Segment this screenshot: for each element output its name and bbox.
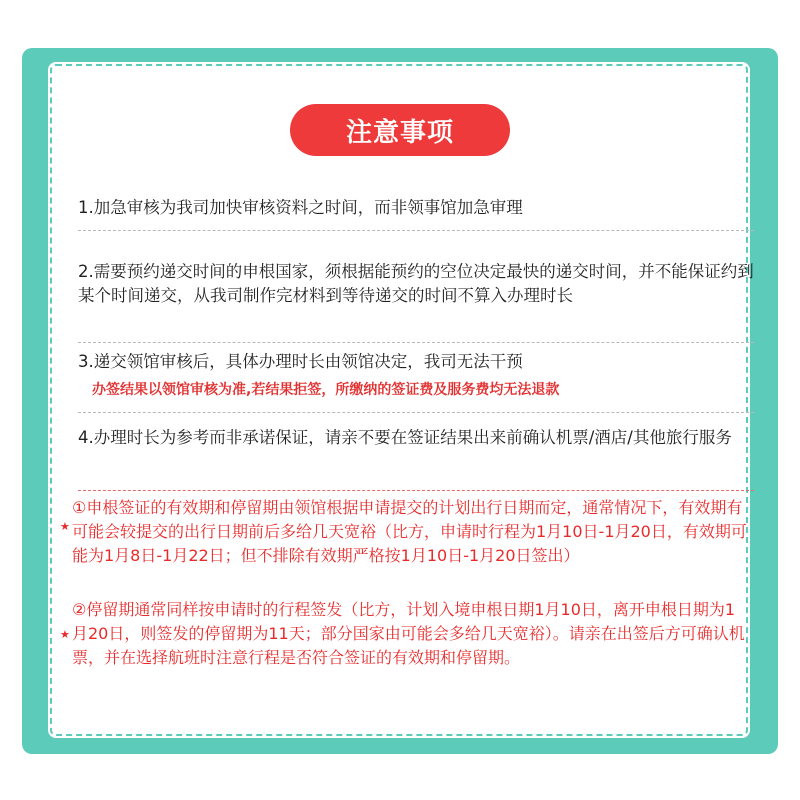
star-icon: ★ (60, 520, 70, 533)
notice-item-2: 2.需要预约递交时间的申根国家，须根据能预约的空位决定最快的递交时间，并不能保证约到某个时间递交，从我司制作完材料到等待递交的时间不算入办理时长 (78, 262, 754, 305)
notice-item-1: 1.加急审核为我司加快审核资料之时间，而非领事馆加急审理 (78, 198, 523, 217)
notice-item-3: 3.递交领馆审核后，具体办理时长由领馆决定，我司无法干预 (78, 352, 523, 371)
divider (78, 230, 754, 231)
divider (78, 490, 754, 491)
star-icon: ★ (60, 628, 70, 641)
divider (78, 412, 754, 413)
page-title: 注意事项 (290, 104, 510, 156)
notice-item-4: 4.办理时长为参考而非承诺保证，请亲不要在签证结果出来前确认机票/酒店/其他旅行服务 (78, 428, 732, 447)
divider (78, 342, 754, 343)
refund-warning: 办签结果以领馆审核为准,若结果拒签，所缴纳的签证费及服务费均无法退款 (92, 382, 560, 398)
validity-note-1: ①申根签证的有效期和停留期由领馆根据申请提交的计划出行日期而定，通常情况下，有效期有可能会较提交的出行日期前后多给几天宽裕（比方，申请时行程为1月10日-1月20日，有效期可能为1月8日-1月22日；但不排除有效期严格按1月10日-1月20日签出） (72, 498, 747, 565)
validity-note-2: ②停留期通常同样按申请时的行程签发（比方，计划入境申根日期1月10日，离开申根日期为1月20日，则签发的停留期为11天；部分国家由可能会多给几天宽裕）。请亲在出签后方可确认机票，并在选择航班时注意行程是否符合签证的有效期和停留期。 (72, 600, 745, 667)
